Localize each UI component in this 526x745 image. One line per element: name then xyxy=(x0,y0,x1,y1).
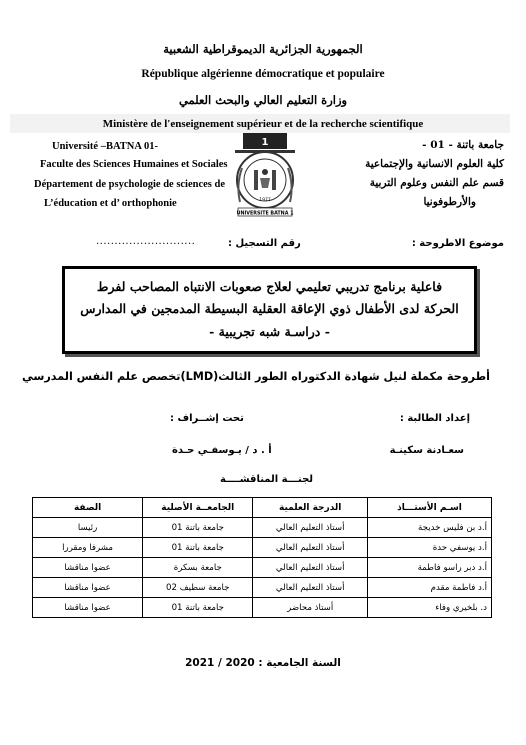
svg-text:1977: 1977 xyxy=(259,198,271,203)
member-university: جامعة بسكرة xyxy=(143,558,253,578)
department-fr-2: L’éducation et d’ orthophonie xyxy=(44,198,177,209)
university-logo xyxy=(232,130,298,228)
member-rank: أستاذ محاضر xyxy=(253,598,368,618)
column-header-university: الجامعــة الأصلية xyxy=(143,498,253,518)
registration-number-dots: ........................... xyxy=(96,236,196,247)
table-row xyxy=(33,578,492,598)
member-rank: أستاذ التعليم العالي xyxy=(253,518,368,538)
member-university: جامعة باتنة 01 xyxy=(143,538,253,558)
member-rank: أستاذ التعليم العالي xyxy=(253,538,368,558)
member-name: د. بلخيري وفاء xyxy=(368,598,492,618)
academic-year: السنة الجامعية : 2020 / 2021 xyxy=(185,657,341,669)
republic-french: République algérienne démocratique et populaire xyxy=(141,68,385,80)
member-role: رئيسا xyxy=(33,518,143,538)
republic-arabic: الجمهورية الجزائرية الديموقراطية الشعبية xyxy=(163,42,363,56)
member-rank: أستاذ التعليم العالي xyxy=(253,558,368,578)
committee-header-row xyxy=(33,498,492,518)
table-row xyxy=(33,558,492,578)
member-rank: أستاذ التعليم العالي xyxy=(253,578,368,598)
thesis-title-line-2: الحركة لدى الأطفال ذوي الإعاقة العقلية البسيطة المدمجين في المدارس xyxy=(80,301,459,316)
column-header-role: الصفة xyxy=(33,498,143,518)
member-role: عضوا مناقشا xyxy=(33,598,143,618)
committee-title: لجنـــة المناقشــــة xyxy=(220,474,314,485)
registration-number-label: رقم التسجيل : xyxy=(228,238,301,249)
university-ar: جامعة باتنة - 01 - xyxy=(422,139,504,151)
supervisor-name: أ . د / يـوسفـي حـدة xyxy=(172,445,272,456)
table-row xyxy=(33,598,492,618)
thesis-subject-label: موضوع الاطروحة : xyxy=(411,238,504,249)
student-label: إعداد الطالبة : xyxy=(399,413,470,424)
department-fr-1: Département de psychologie de sciences de xyxy=(34,179,226,190)
member-university: جامعة سطيف 02 xyxy=(143,578,253,598)
thesis-title-line-3: - دراسـة شبه تجريبية - xyxy=(209,324,330,339)
thesis-title-box xyxy=(62,266,477,354)
member-university: جامعة باتنة 01 xyxy=(143,598,253,618)
table-row xyxy=(33,518,492,538)
ministry-french: Ministère de l'enseignement supérieur et de la recherche scientifique xyxy=(102,118,424,130)
member-name: أ.د دبر راسو فاطمة xyxy=(368,558,492,578)
member-role: عضوا مناقشا xyxy=(33,578,143,598)
member-name: أ.د بن فليس خديجة xyxy=(368,518,492,538)
member-role: مشرفا ومقررا xyxy=(33,538,143,558)
member-name: أ.د فاطمة مقدم xyxy=(368,578,492,598)
svg-text:UNIVERSITE BATNA 1: UNIVERSITE BATNA 1 xyxy=(236,211,294,217)
faculty-ar: كلية العلوم الانسانية والإجتماعية xyxy=(365,158,504,170)
column-header-name: اسـم الأستـــاذ xyxy=(368,498,492,518)
member-university: جامعة باتنة 01 xyxy=(143,518,253,538)
ministry-arabic: وزارة التعليم العالي والبحث العلمي xyxy=(178,93,348,107)
column-header-rank: الدرجة العلمية xyxy=(253,498,368,518)
member-role: عضوا مناقشا xyxy=(33,558,143,578)
svg-text:1: 1 xyxy=(261,137,269,148)
table-row xyxy=(33,538,492,558)
faculty-fr: Faculte des Sciences Humaines et Sociales xyxy=(40,159,228,170)
student-name: سعـادنة سكينـة xyxy=(389,445,464,456)
department-ar-1: قسم علم النفس وعلوم التربية xyxy=(369,177,504,189)
committee-table xyxy=(32,497,492,618)
university-fr: Université –BATNA 01- xyxy=(52,141,158,152)
member-name: أ.د يوسفي حدة xyxy=(368,538,492,558)
department-ar-2: والأرطوفونيا xyxy=(423,196,476,208)
supervisor-label: تحت إشــراف : xyxy=(170,413,244,424)
thesis-title-line-1: فاعلية برنامج تدريبي تعليمي لعلاج صعوبات الانتباه المصاحب لفرط xyxy=(96,279,443,294)
thesis-statement: أطروحة مكملة لنيل شهادة الدكتوراه الطور الثالث(LMD)تخصص علم النفس المدرسي xyxy=(22,370,490,383)
